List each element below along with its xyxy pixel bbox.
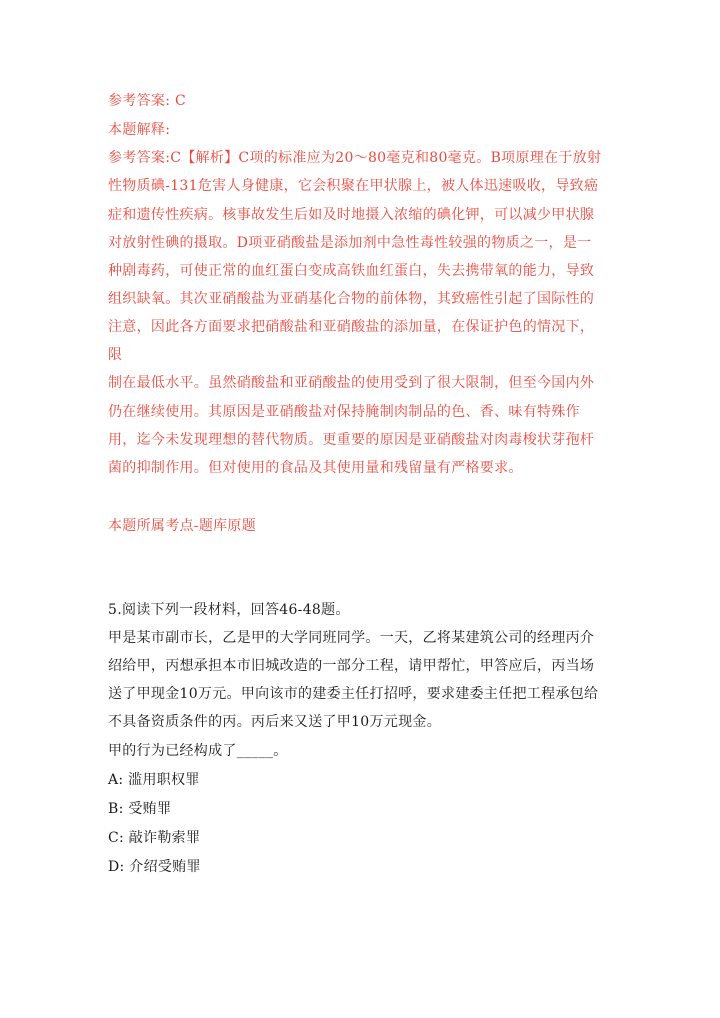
explanation-line: 仍在继续使用。其原因是亚硝酸盐对保持腌制肉制品的色、香、味有特殊作	[108, 404, 580, 420]
passage-line: 不具备资质条件的丙。丙后来又送了甲10万元现金。	[108, 714, 442, 730]
explanation-line: 性物质碘-131危害人身健康，它会积聚在甲状腺上，被人体迅速吸收，导致癌	[108, 178, 599, 194]
explanation-line: 种剧毒药，可使正常的血红蛋白变成高铁血红蛋白，失去携带氧的能力，导致	[108, 263, 595, 279]
source-line: 本题所属考点-题库原题	[108, 518, 257, 534]
explanation-line: 注意，因此各方面要求把硝酸盐和亚硝酸盐的添加量，在保证护色的情况下，	[108, 319, 595, 335]
passage-line: 送了甲现金10万元。甲向该市的建委主任打招呼，要求建委主任把工程承包给	[108, 686, 599, 702]
option-a: A: 滥用职权罪	[108, 772, 200, 788]
option-c: C: 敲诈勒索罪	[108, 830, 201, 846]
explanation-line: 对放射性碘的摄取。D项亚硝酸盐是添加剂中急性毒性较强的物质之一，是一	[108, 235, 592, 251]
passage-line: 绍给甲，丙想承担本市旧城改造的一部分工程，请甲帮忙，甲答应后，丙当场	[108, 658, 595, 674]
explanation-line: 制在最低水平。虽然硝酸盐和亚硝酸盐的使用受到了很大限制，但至今国内外	[108, 375, 595, 391]
explanation-line: 限	[108, 347, 123, 363]
explanation-label: 本题解释:	[108, 122, 171, 138]
question-prompt: 甲的行为已经构成了_____。	[108, 743, 288, 759]
explanation-line: 组织缺氧。其次亚硝酸盐为亚硝基化合物的前体物，其致癌性引起了国际性的	[108, 291, 595, 307]
passage-line: 甲是某市副市长，乙是甲的大学同班同学。一天，乙将某建筑公司的经理丙介	[108, 630, 595, 646]
explanation-line: 菌的抑制作用。但对使用的食品及其使用量和残留量有严格要求。	[108, 460, 523, 476]
option-b: B: 受贿罪	[108, 801, 172, 817]
explanation-line: 用，迄今未发现理想的替代物质。更重要的原因是亚硝酸盐对肉毒梭状芽孢杆	[108, 432, 595, 448]
answer-line: 参考答案: C	[108, 93, 186, 109]
option-d: D: 介绍受贿罪	[108, 859, 201, 875]
question-heading: 5.阅读下列一段材料，回答46-48题。	[108, 602, 350, 618]
explanation-line: 症和遗传性疾病。核事故发生后如及时地摄入浓缩的碘化钾，可以减少甲状腺	[108, 207, 595, 223]
explanation-line: 参考答案:C【解析】C项的标准应为20～80毫克和80毫克。B项原理在于放射	[108, 150, 602, 166]
